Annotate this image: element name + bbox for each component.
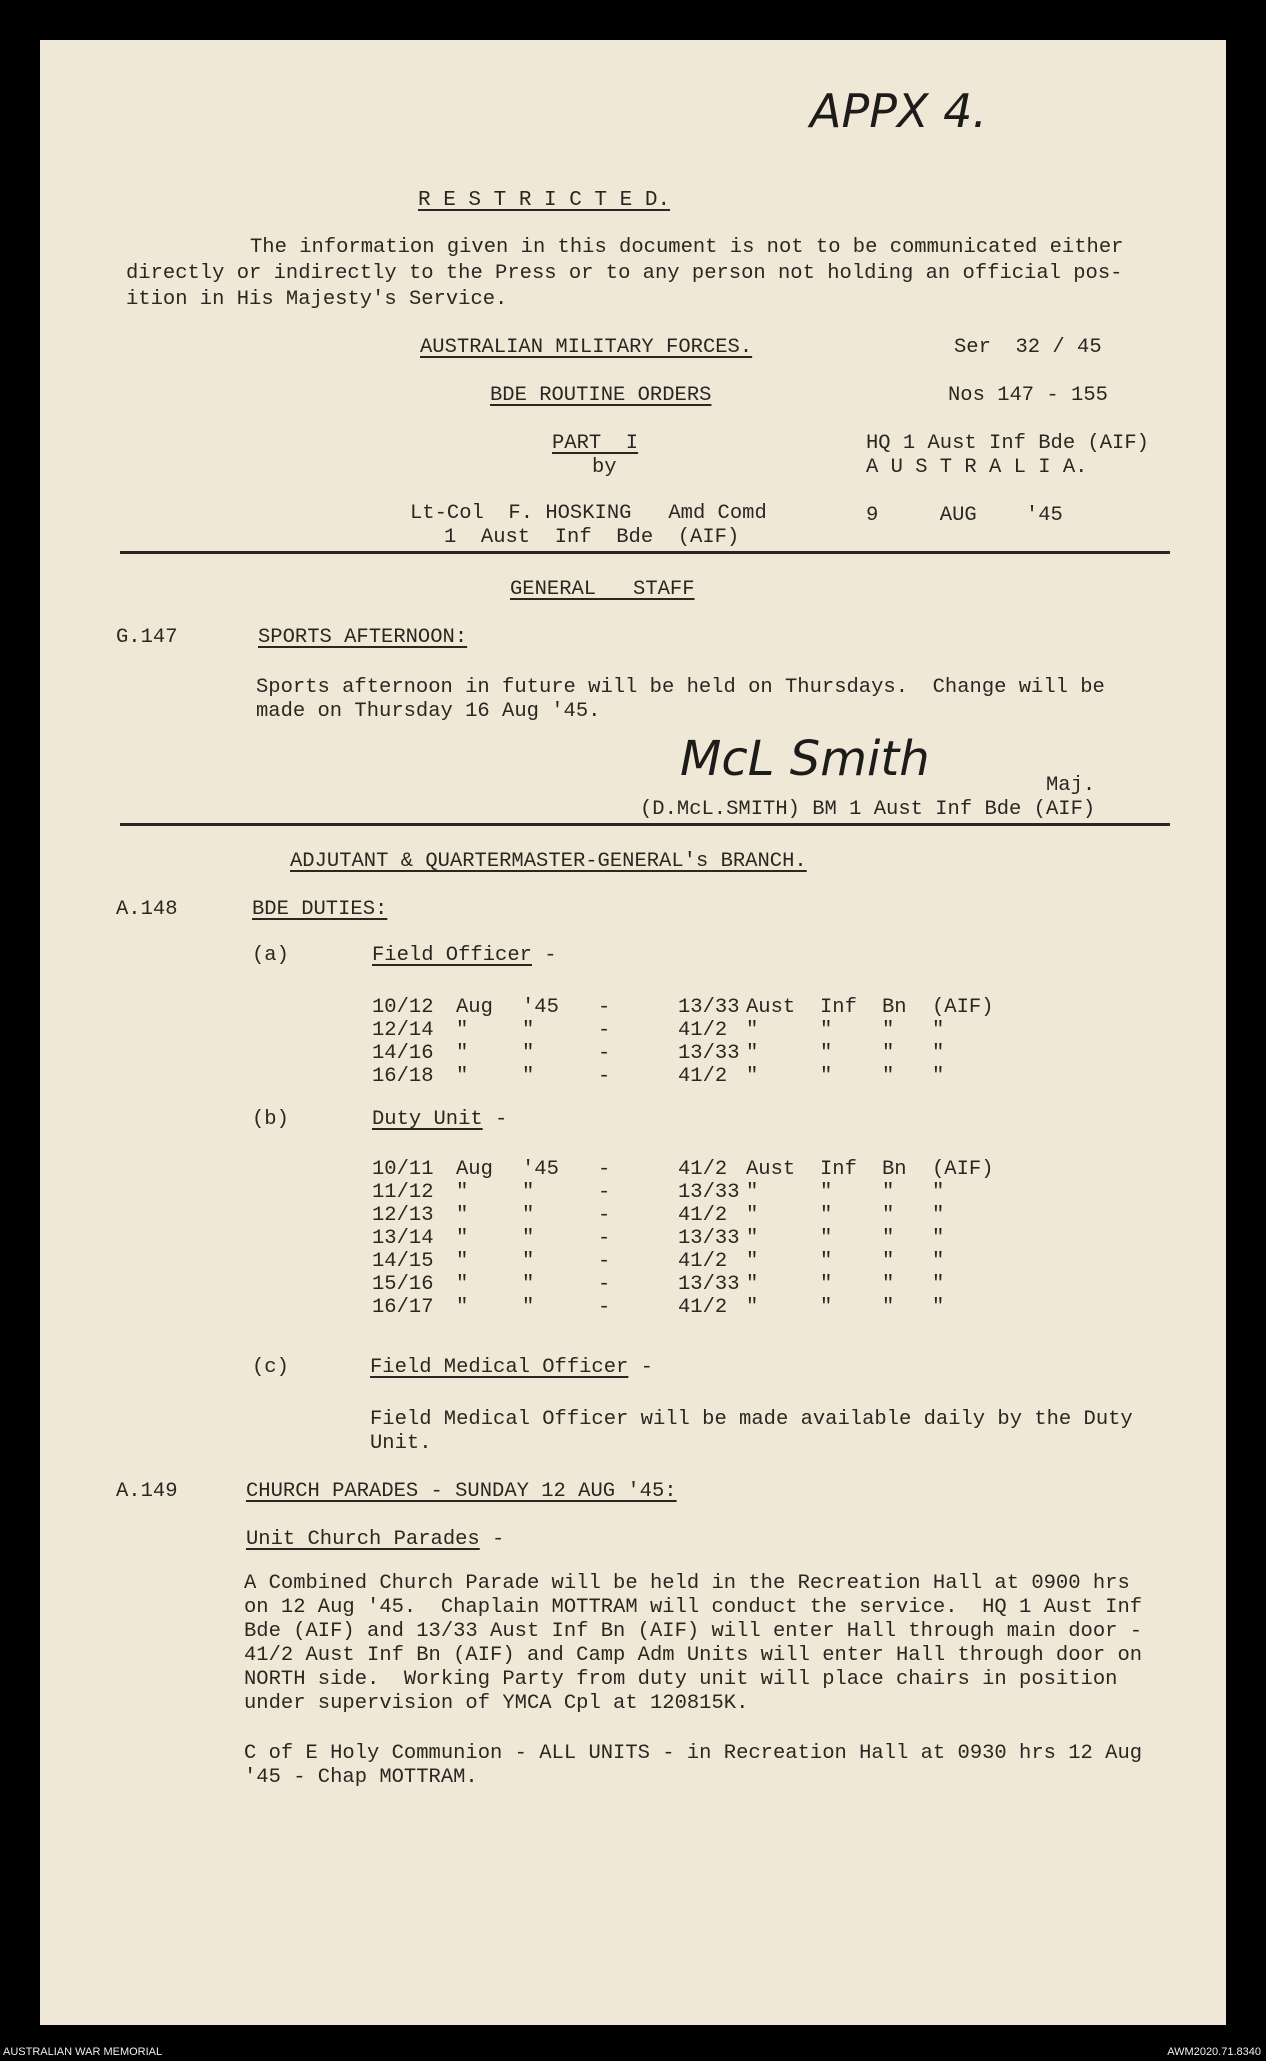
part-label: PART I [552, 432, 639, 455]
roster-cell: " [456, 1227, 469, 1250]
item-number-a149: A.149 [116, 1480, 178, 1503]
roster-cell: " [882, 1042, 895, 1065]
roster-cell: 10/12 [372, 996, 434, 1019]
duty-unit-title: Duty Unit - [372, 1108, 508, 1131]
roster-cell: Aust [746, 996, 796, 1019]
roster-cell: - [598, 1227, 611, 1250]
sports-afternoon-title: SPORTS AFTERNOON: [258, 626, 468, 649]
roster-cell: - [598, 1181, 611, 1204]
item-number-g147: G.147 [116, 626, 178, 649]
roster-cell: " [882, 1227, 895, 1250]
roster-cell: " [820, 1181, 833, 1204]
order-numbers: Nos 147 - 155 [948, 384, 1108, 407]
roster-cell: Inf [820, 1158, 857, 1181]
roster-cell: " [882, 1296, 895, 1319]
field-officer-title: Field Officer - [372, 944, 557, 967]
roster-cell: " [746, 1273, 759, 1296]
roster-cell: " [820, 1019, 833, 1042]
roster-cell: 41/2 [678, 1065, 728, 1088]
signature: McL Smith [680, 731, 930, 787]
roster-cell: " [522, 1065, 535, 1088]
roster-cell: 41/2 [678, 1204, 728, 1227]
roster-cell: - [598, 1204, 611, 1227]
roster-cell: " [746, 1227, 759, 1250]
roster-cell: 41/2 [678, 1296, 728, 1319]
hq-label: HQ 1 Aust Inf Bde (AIF) [866, 432, 1149, 455]
commander-line-2: 1 Aust Inf Bde (AIF) [444, 526, 740, 549]
handwritten-annotation: APPX 4. [810, 84, 987, 138]
bde-duties-title: BDE DUTIES: [252, 898, 388, 921]
roster-cell: " [746, 1296, 759, 1319]
roster-cell: " [746, 1065, 759, 1088]
roster-cell: 14/15 [372, 1250, 434, 1273]
roster-cell: - [598, 1250, 611, 1273]
warning-line-1: The information given in this document is not to be communicated either [250, 236, 1124, 259]
divider-1 [120, 551, 1170, 554]
roster-cell: - [598, 1019, 611, 1042]
roster-cell: " [882, 1204, 895, 1227]
church-body-5: NORTH side. Working Party from duty unit will place chairs in position [244, 1668, 1118, 1691]
church-body-2: on 12 Aug '45. Chaplain MOTTRAM will conduct the service. HQ 1 Aust Inf [244, 1596, 1143, 1619]
footer-left: AUSTRALIAN WAR MEMORIAL [3, 2046, 163, 2058]
roster-cell: " [882, 1250, 895, 1273]
roster-cell: - [598, 1296, 611, 1319]
communion-line-2: '45 - Chap MOTTRAM. [244, 1766, 478, 1789]
divider-2 [120, 823, 1170, 826]
roster-cell: 15/16 [372, 1273, 434, 1296]
aqmg-heading: ADJUTANT & QUARTERMASTER-GENERAL's BRANCH. [290, 850, 807, 873]
roster-cell: " [932, 1019, 945, 1042]
roster-cell: " [456, 1042, 469, 1065]
roster-cell: " [456, 1181, 469, 1204]
roster-cell: '45 [522, 1158, 559, 1181]
roster-cell: 13/33 [678, 1181, 740, 1204]
roster-cell: " [820, 1042, 833, 1065]
medical-title-text: Field Medical Officer [370, 1356, 629, 1379]
roster-cell: " [746, 1042, 759, 1065]
roster-cell: " [522, 1042, 535, 1065]
medical-title: Field Medical Officer - [370, 1356, 653, 1379]
sports-body-1: Sports afternoon in future will be held on Thursdays. Change will be [256, 676, 1105, 699]
roster-cell: " [882, 1181, 895, 1204]
roster-cell: " [522, 1227, 535, 1250]
signer-name: (D.McL.SMITH) BM 1 Aust Inf Bde (AIF) [640, 798, 1096, 821]
medical-body-1: Field Medical Officer will be made available daily by the Duty [370, 1408, 1133, 1431]
roster-cell: " [882, 1273, 895, 1296]
roster-cell: - [598, 1065, 611, 1088]
church-body-4: 41/2 Aust Inf Bn (AIF) and Camp Adm Units will enter Hall through door on [244, 1644, 1143, 1667]
field-officer-label: (a) [252, 944, 289, 967]
church-body-1: A Combined Church Parade will be held in the Recreation Hall at 0900 hrs [244, 1572, 1130, 1595]
roster-cell: Aug [456, 1158, 493, 1181]
roster-cell: 11/12 [372, 1181, 434, 1204]
roster-cell: 13/33 [678, 1042, 740, 1065]
classification-heading: R E S T R I C T E D. [418, 189, 671, 212]
warning-line-3: ition in His Majesty's Service. [126, 288, 508, 311]
church-parades-title: CHURCH PARADES - SUNDAY 12 AUG '45: [246, 1480, 677, 1503]
commander-line-1: Lt-Col F. HOSKING Amd Comd [410, 502, 767, 525]
roster-cell: " [456, 1273, 469, 1296]
location-label: A U S T R A L I A. [866, 456, 1088, 479]
roster-cell: " [932, 1181, 945, 1204]
roster-cell: " [820, 1227, 833, 1250]
roster-cell: 41/2 [678, 1250, 728, 1273]
roster-cell: " [456, 1250, 469, 1273]
field-officer-title-text: Field Officer [372, 944, 532, 967]
church-body-3: Bde (AIF) and 13/33 Aust Inf Bn (AIF) will enter Hall through main door - [244, 1620, 1143, 1643]
roster-cell: " [456, 1019, 469, 1042]
roster-cell: " [932, 1273, 945, 1296]
church-body-6: under supervision of YMCA Cpl at 120815K. [244, 1692, 749, 1715]
roster-cell: Aust [746, 1158, 796, 1181]
duty-unit-label: (b) [252, 1108, 289, 1131]
roster-cell: " [522, 1019, 535, 1042]
roster-cell: " [456, 1296, 469, 1319]
roster-cell: Bn [882, 996, 907, 1019]
roster-cell: (AIF) [932, 996, 994, 1019]
roster-cell: 12/14 [372, 1019, 434, 1042]
roster-cell: Bn [882, 1158, 907, 1181]
unit-church-title: Unit Church Parades - [246, 1528, 505, 1551]
roster-cell: (AIF) [932, 1158, 994, 1181]
roster-cell: " [522, 1296, 535, 1319]
item-number-a148: A.148 [116, 898, 178, 921]
roster-cell: " [932, 1296, 945, 1319]
orders-title: BDE ROUTINE ORDERS [490, 384, 712, 407]
roster-cell: " [746, 1181, 759, 1204]
serial-number: Ser 32 / 45 [954, 336, 1102, 359]
general-staff-heading: GENERAL STAFF [510, 578, 695, 601]
roster-cell: 41/2 [678, 1019, 728, 1042]
roster-cell: - [598, 1042, 611, 1065]
roster-cell: 16/17 [372, 1296, 434, 1319]
roster-cell: 10/11 [372, 1158, 434, 1181]
roster-cell: 14/16 [372, 1042, 434, 1065]
roster-cell: " [820, 1273, 833, 1296]
roster-cell: 13/33 [678, 1227, 740, 1250]
warning-line-2: directly or indirectly to the Press or to any person not holding an official pos- [126, 262, 1123, 285]
roster-cell: " [932, 1042, 945, 1065]
duty-unit-title-text: Duty Unit [372, 1108, 483, 1131]
roster-cell: " [820, 1296, 833, 1319]
roster-cell: 12/13 [372, 1204, 434, 1227]
roster-cell: " [522, 1250, 535, 1273]
roster-cell: " [746, 1019, 759, 1042]
document-page [40, 40, 1226, 2025]
roster-cell: 13/14 [372, 1227, 434, 1250]
roster-cell: Aug [456, 996, 493, 1019]
signer-rank: Maj. [1046, 774, 1096, 797]
roster-cell: " [522, 1181, 535, 1204]
roster-cell: - [598, 1158, 611, 1181]
roster-cell: " [522, 1204, 535, 1227]
roster-cell: 41/2 [678, 1158, 728, 1181]
roster-cell: 16/18 [372, 1065, 434, 1088]
sports-body-2: made on Thursday 16 Aug '45. [256, 700, 601, 723]
roster-cell: " [882, 1065, 895, 1088]
roster-cell: " [456, 1065, 469, 1088]
roster-cell: " [522, 1273, 535, 1296]
roster-cell: 13/33 [678, 1273, 740, 1296]
forces-title: AUSTRALIAN MILITARY FORCES. [420, 336, 753, 359]
roster-cell: " [932, 1227, 945, 1250]
order-date: 9 AUG '45 [866, 504, 1063, 527]
roster-cell: " [882, 1019, 895, 1042]
roster-cell: " [456, 1204, 469, 1227]
communion-line-1: C of E Holy Communion - ALL UNITS - in Recreation Hall at 0930 hrs 12 Aug [244, 1742, 1143, 1765]
roster-cell: " [820, 1250, 833, 1273]
roster-cell: " [746, 1250, 759, 1273]
roster-cell: Inf [820, 996, 857, 1019]
footer-right: AWM2020.71.8340 [1167, 2046, 1261, 2058]
roster-cell: " [746, 1204, 759, 1227]
roster-cell: - [598, 1273, 611, 1296]
roster-cell: 13/33 [678, 996, 740, 1019]
medical-body-2: Unit. [370, 1432, 432, 1455]
by-label: by [592, 456, 617, 479]
medical-label: (c) [252, 1356, 289, 1379]
roster-cell: " [932, 1250, 945, 1273]
roster-cell: '45 [522, 996, 559, 1019]
roster-cell: " [820, 1065, 833, 1088]
unit-church-title-text: Unit Church Parades [246, 1528, 480, 1551]
roster-cell: " [820, 1204, 833, 1227]
roster-cell: " [932, 1204, 945, 1227]
roster-cell: " [932, 1065, 945, 1088]
roster-cell: - [598, 996, 611, 1019]
